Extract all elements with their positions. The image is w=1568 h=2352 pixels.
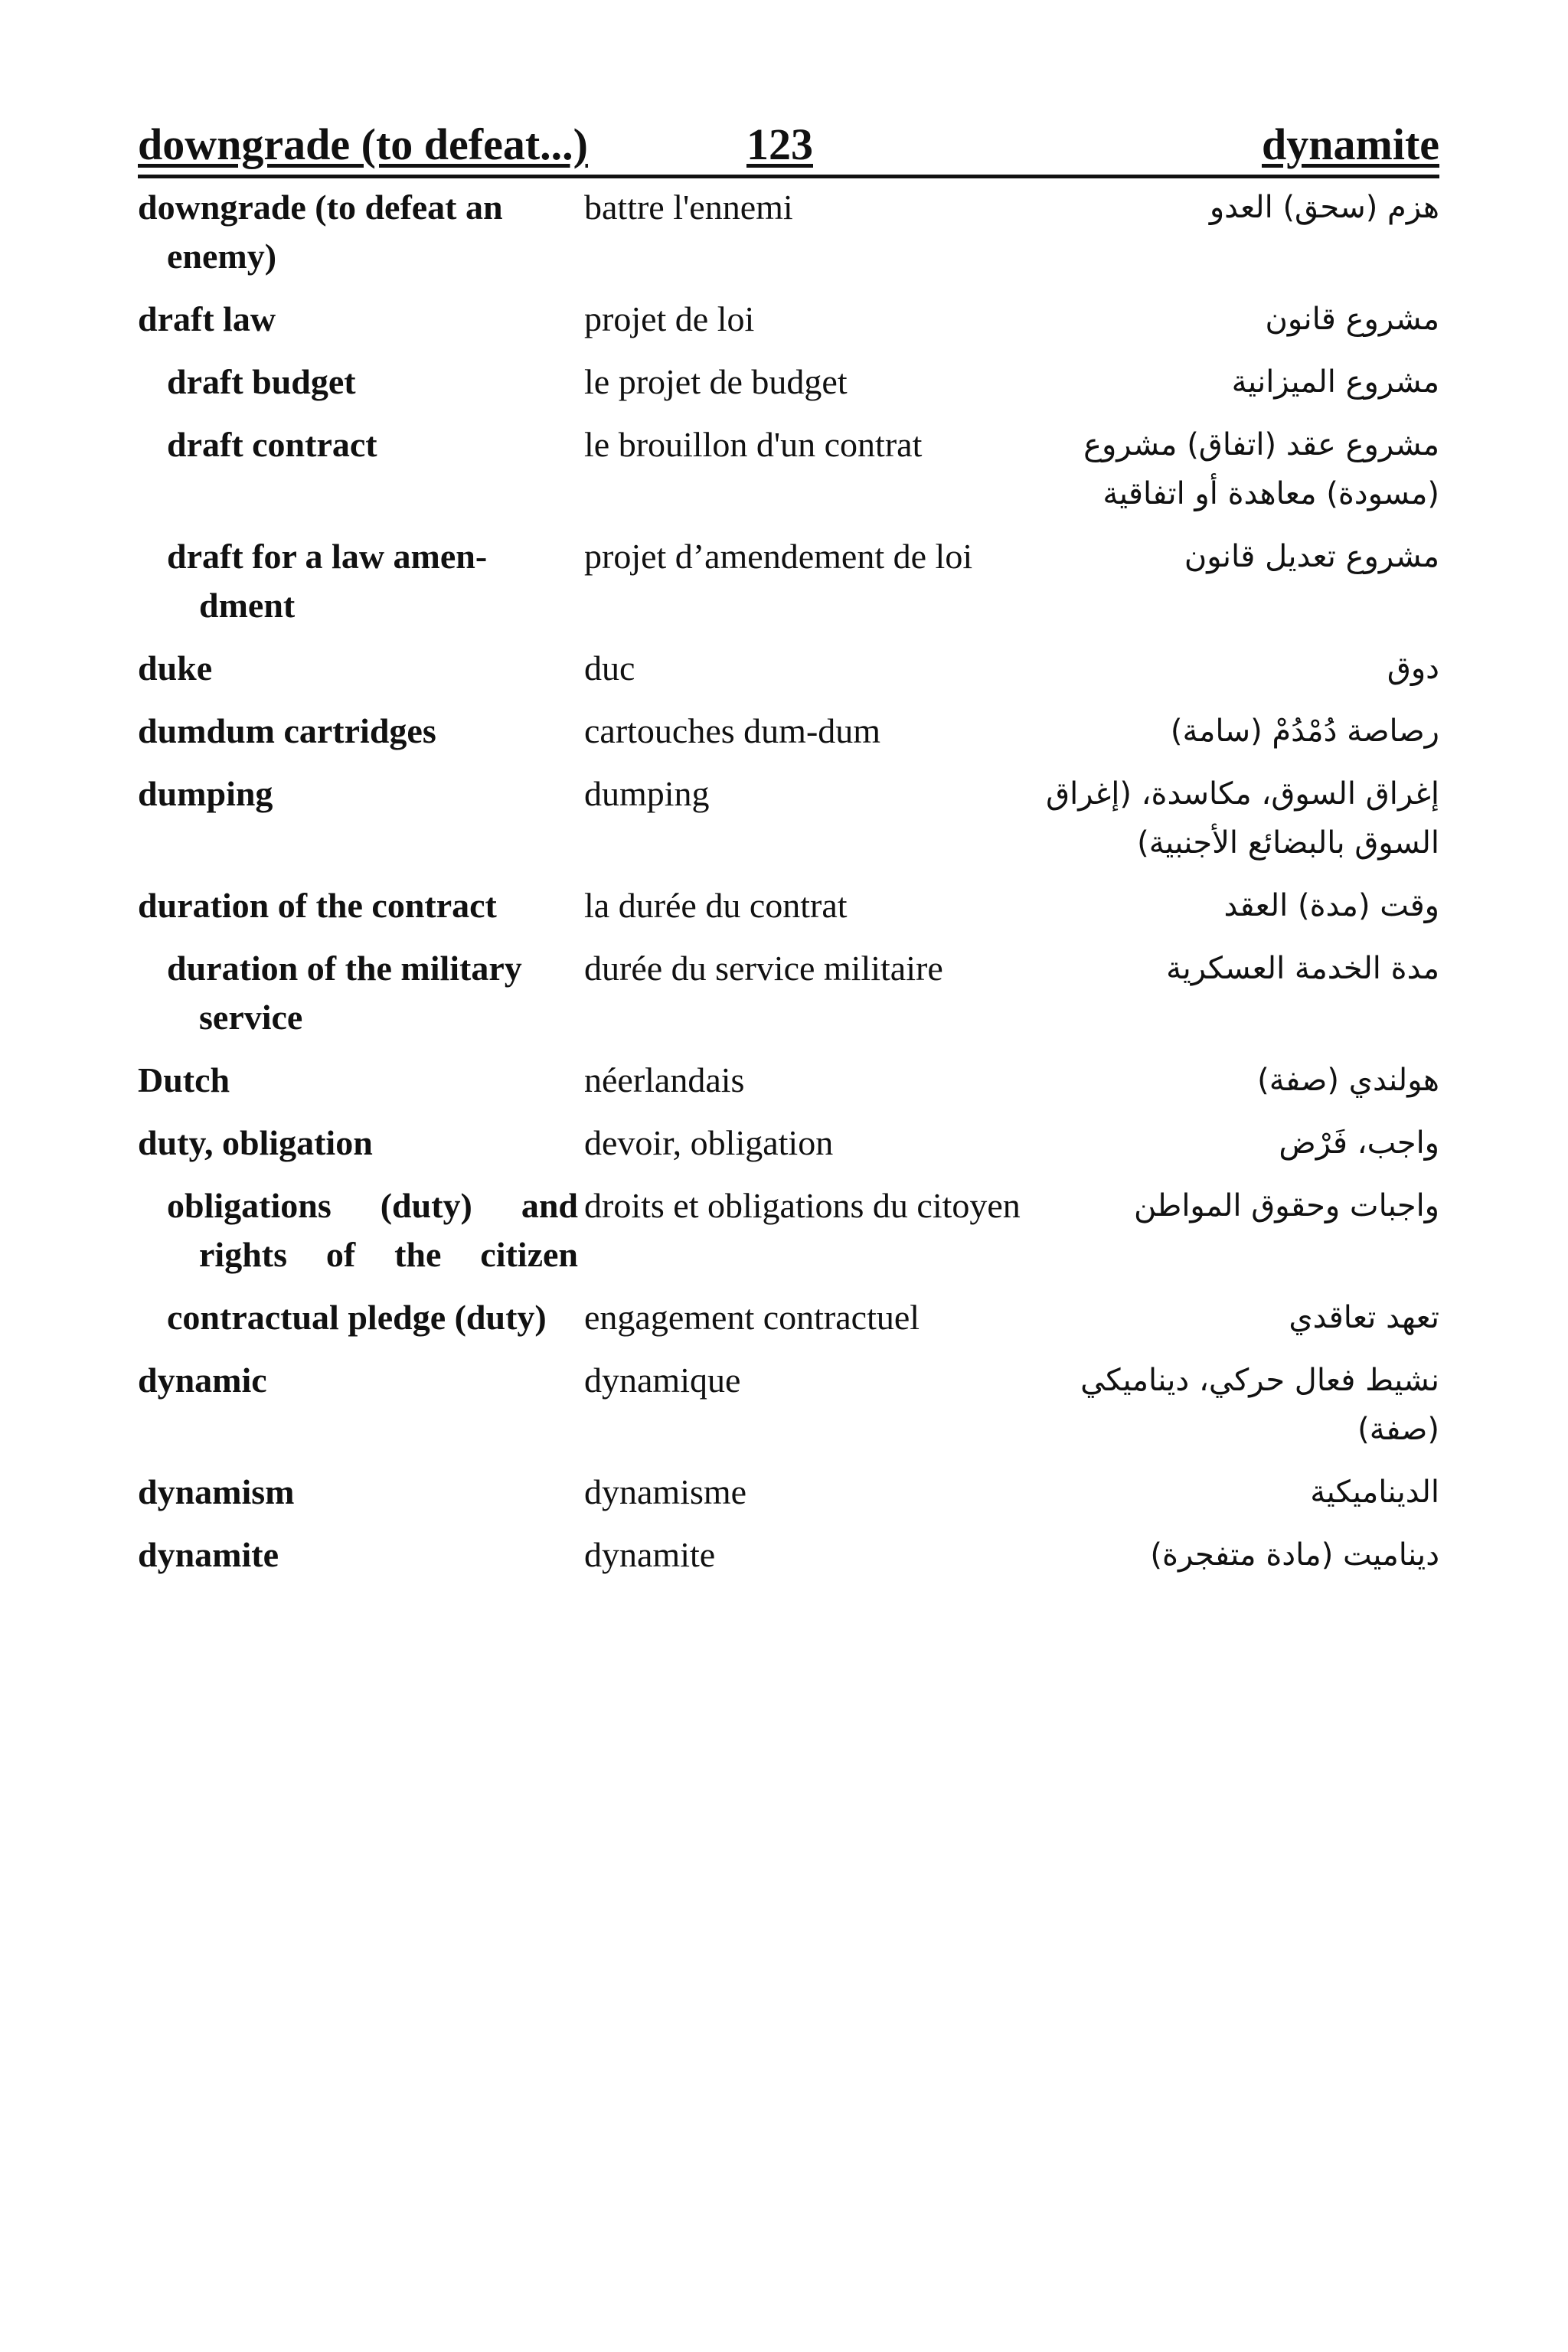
entry-row [138,532,1439,630]
english-term: duty, obligation [138,1123,373,1162]
arabic-term: وقت (مدة) العقد [1223,888,1439,923]
english-term: obligations (duty) and rights of the citizen [167,1186,578,1274]
dictionary-page [138,115,1439,1593]
english-term: dumping [138,774,273,813]
entry-row [138,358,1439,407]
arabic-term: تعهد تعاقدي [1289,1300,1439,1335]
arabic-term: واجب، فَرْض [1279,1125,1439,1161]
french-term: projet d’amendement de loi [584,537,973,576]
arabic-term: مشروع قانون [1265,302,1439,337]
french-term: dynamisme [584,1472,747,1511]
entry-row [138,1293,1439,1342]
english-term: downgrade (to defeat an enemy) [138,188,503,276]
arabic-term: ديناميت (مادة متفجرة) [1150,1537,1439,1573]
entry-row [138,769,1439,867]
arabic-term: رصاصة دُمْدُمْ (سامة) [1170,714,1439,749]
arabic-term: نشيط فعال حركي، ديناميكي (صفة) [1080,1363,1439,1447]
french-term: duc [584,648,635,688]
running-header [138,115,1439,178]
arabic-term: مشروع تعديل قانون [1184,539,1439,574]
entry-row [138,644,1439,693]
french-term: projet de loi [584,299,755,338]
english-term: duration of the military service [167,949,522,1037]
arabic-term: مشروع عقد (اتفاق) مشروع (مسودة) معاهدة أو اتفاقية [1083,427,1439,511]
french-term: durée du service militaire [584,949,943,988]
french-term: battre l'ennemi [584,188,793,227]
entry-row [138,1530,1439,1579]
french-term: le brouillon d'un contrat [584,425,923,464]
entry-list [138,183,1439,1579]
french-term: néerlandais [584,1060,745,1099]
french-term: droits et obligations du citoyen [584,1186,1021,1225]
french-term: engagement contractuel [584,1298,920,1337]
header-last-entry: dynamite [1262,119,1439,169]
arabic-term: مشروع الميزانية [1231,364,1439,400]
english-term: dumdum cartridges [138,711,436,750]
french-term: le projet de budget [584,362,848,401]
entry-row [138,944,1439,1042]
english-term: dynamite [138,1535,279,1574]
english-term: duration of the contract [138,886,497,925]
entry-row [138,1119,1439,1168]
entry-row [138,183,1439,281]
french-term: cartouches dum-dum [584,711,881,750]
english-term: dynamic [138,1361,267,1400]
english-term: draft law [138,299,276,338]
entry-row [138,1468,1439,1517]
arabic-term: هولندي (صفة) [1257,1063,1439,1098]
entry-row [138,881,1439,930]
entry-row [138,1356,1439,1454]
french-term: dynamique [584,1361,741,1400]
english-term: draft contract [167,425,377,464]
entry-row [138,420,1439,518]
entry-row [138,707,1439,756]
french-term: dynamite [584,1535,716,1574]
header-first-entry: downgrade (to defeat...) [138,119,588,169]
arabic-term: واجبات وحقوق المواطن [1134,1188,1439,1223]
entry-row [138,1181,1439,1279]
english-term: Dutch [138,1060,230,1099]
arabic-term: إغراق السوق، مكاسدة، (إغراق السوق بالبضائع الأجنبية) [1046,776,1439,861]
english-term: duke [138,648,213,688]
french-term: dumping [584,774,710,813]
entry-row [138,295,1439,344]
french-term: la durée du contrat [584,886,848,925]
arabic-term: الديناميكية [1310,1475,1439,1510]
arabic-term: مدة الخدمة العسكرية [1166,951,1439,986]
english-term: draft for a law amen-dment [167,537,488,625]
english-term: draft budget [167,362,356,401]
english-term: contractual pledge (duty) [167,1298,547,1337]
arabic-term: هزم (سحق) العدو [1209,190,1439,225]
entry-row [138,1056,1439,1105]
page-number: 123 [746,119,813,169]
english-term: dynamism [138,1472,295,1511]
french-term: devoir, obligation [584,1123,834,1162]
arabic-term: دوق [1387,651,1439,686]
